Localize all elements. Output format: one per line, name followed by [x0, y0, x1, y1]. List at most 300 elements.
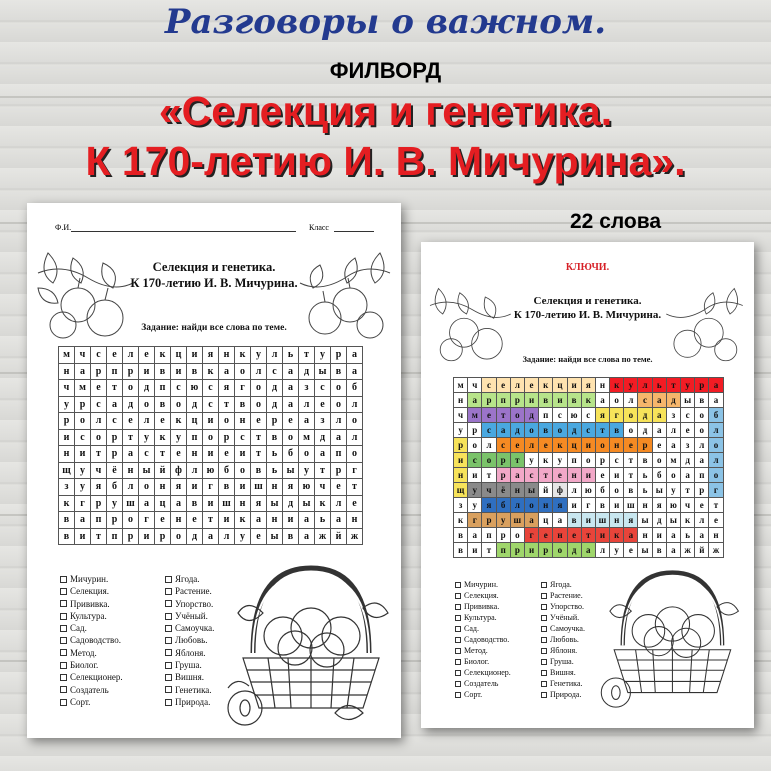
grid-cell: и [187, 479, 203, 496]
grid-cell: а [347, 347, 363, 364]
word-list-label: Самоучка. [175, 623, 215, 634]
grid-cell: о [667, 468, 681, 483]
grid-cell: п [568, 453, 582, 468]
grid-cell: е [251, 413, 267, 430]
grid-cell: е [525, 378, 539, 393]
grid-cell: у [75, 463, 91, 480]
grid-cell: р [497, 468, 511, 483]
grid-cell: ё [497, 483, 511, 498]
grid-cell: о [139, 397, 155, 414]
grid-cell: д [267, 380, 283, 397]
grid-cell: к [315, 496, 331, 513]
grid-cell: д [681, 453, 695, 468]
grid-cell: а [171, 496, 187, 513]
grid-cell: с [171, 380, 187, 397]
grid-cell: т [497, 408, 511, 423]
grid-cell: л [638, 378, 652, 393]
grid-cell: н [155, 479, 171, 496]
grid-cell: н [347, 512, 363, 529]
grid-cell: ж [347, 529, 363, 546]
grid-cell: е [155, 512, 171, 529]
grid-cell: е [123, 413, 139, 430]
grid-cell: я [482, 498, 496, 513]
grid-cell: о [553, 543, 567, 558]
grid-cell: г [709, 483, 723, 498]
word-list-item [541, 678, 585, 689]
grid-cell: к [155, 430, 171, 447]
grid-cell: у [315, 347, 331, 364]
grid-cell: м [59, 347, 75, 364]
grid-cell: в [653, 543, 667, 558]
grid-cell: ь [653, 378, 667, 393]
word-list-label: Самоучка. [550, 624, 585, 633]
grid-cell: и [582, 513, 596, 528]
grid-cell: ь [267, 463, 283, 480]
word-list-item [165, 659, 214, 671]
checkbox-icon [455, 659, 461, 665]
word-list-label: Мичурин. [464, 580, 498, 589]
grid-cell: л [123, 347, 139, 364]
grid-cell: ю [582, 483, 596, 498]
grid-cell: ш [624, 498, 638, 513]
grid-cell: у [454, 423, 468, 438]
checkbox-icon [541, 582, 547, 588]
grid-cell: и [139, 364, 155, 381]
checkbox-icon [165, 625, 172, 632]
grid-cell: о [482, 453, 496, 468]
word-list-item [455, 601, 511, 612]
grid-cell: о [347, 446, 363, 463]
grid-cell: н [539, 498, 553, 513]
grid-cell: н [219, 347, 235, 364]
grid-cell: а [511, 468, 525, 483]
checkbox-icon [165, 662, 172, 669]
grid-cell: я [283, 479, 299, 496]
grid-cell: в [596, 498, 610, 513]
grid-cell: л [251, 364, 267, 381]
word-list-label: Вишня. [550, 668, 576, 677]
grid-cell: о [525, 423, 539, 438]
grid-cell: т [123, 430, 139, 447]
key-sheet-title [481, 294, 694, 323]
grid-cell: в [155, 397, 171, 414]
grid-cell: ы [638, 513, 652, 528]
grid-cell: е [482, 408, 496, 423]
grid-cell: д [283, 496, 299, 513]
grid-cell: о [331, 380, 347, 397]
word-list-item [455, 623, 511, 634]
grid-cell: т [155, 446, 171, 463]
grid-cell: а [315, 446, 331, 463]
grid-cell: т [624, 453, 638, 468]
answer-key-grid [453, 377, 724, 558]
grid-cell: л [331, 413, 347, 430]
grid-cell: а [468, 528, 482, 543]
sheet-title-line1: Селекция и генетика. [152, 260, 276, 274]
grid-cell: в [568, 393, 582, 408]
word-list-label: Садоводство. [464, 635, 510, 644]
grid-cell: г [235, 380, 251, 397]
word-list-label: Груша. [175, 660, 202, 671]
grid-cell: р [695, 378, 709, 393]
word-list-label: Метод. [70, 647, 97, 658]
grid-cell: д [638, 423, 652, 438]
grid-cell: н [59, 364, 75, 381]
checkbox-icon [60, 588, 67, 595]
checkbox-icon [541, 637, 547, 643]
grid-cell: в [638, 453, 652, 468]
grid-cell: ю [568, 408, 582, 423]
grid-cell: е [568, 528, 582, 543]
checkbox-icon [165, 576, 172, 583]
grid-cell: т [347, 479, 363, 496]
grid-cell: з [667, 408, 681, 423]
grid-cell: у [667, 483, 681, 498]
checkbox-icon [165, 613, 172, 620]
grid-cell: ч [681, 498, 695, 513]
grid-cell: р [638, 438, 652, 453]
grid-cell: о [695, 408, 709, 423]
grid-cell: в [59, 512, 75, 529]
grid-cell: м [454, 378, 468, 393]
checkbox-icon [165, 637, 172, 644]
grid-cell: ь [681, 528, 695, 543]
grid-cell: к [235, 347, 251, 364]
word-list-item [60, 598, 123, 610]
grid-cell: д [187, 529, 203, 546]
key-sheet-title-line1: Селекция и генетика. [533, 295, 642, 307]
grid-cell: с [497, 438, 511, 453]
grid-cell: т [299, 347, 315, 364]
checkbox-icon [455, 637, 461, 643]
grid-cell: е [171, 446, 187, 463]
checkbox-icon [60, 576, 67, 583]
grid-cell: з [299, 380, 315, 397]
grid-cell: и [203, 496, 219, 513]
grid-cell: в [251, 463, 267, 480]
grid-cell: ы [638, 543, 652, 558]
grid-cell: е [347, 496, 363, 513]
grid-cell: н [638, 498, 652, 513]
word-list-label: Яблоня. [175, 647, 206, 658]
grid-cell: ц [171, 347, 187, 364]
grid-cell: л [331, 496, 347, 513]
grid-cell: а [667, 438, 681, 453]
word-list-label: Мичурин. [70, 574, 109, 584]
grid-cell: д [511, 423, 525, 438]
grid-cell: у [59, 397, 75, 414]
grid-cell: н [454, 468, 468, 483]
word-list-item [455, 579, 511, 590]
grid-cell: д [139, 380, 155, 397]
grid-cell: ы [299, 496, 315, 513]
grid-cell: т [709, 498, 723, 513]
grid-cell: о [511, 408, 525, 423]
grid-cell: с [315, 380, 331, 397]
grid-cell: и [283, 512, 299, 529]
word-list-item [541, 623, 585, 634]
word-list-item [541, 656, 585, 667]
checkbox-icon [60, 600, 67, 607]
grid-cell: а [681, 468, 695, 483]
grid-cell: и [187, 347, 203, 364]
word-list-item [60, 647, 123, 659]
checkbox-icon [165, 674, 172, 681]
grid-cell: и [171, 364, 187, 381]
grid-cell: и [525, 543, 539, 558]
grid-cell: щ [59, 463, 75, 480]
checkbox-icon [541, 615, 547, 621]
word-list-item [455, 667, 511, 678]
grid-cell: в [331, 364, 347, 381]
grid-cell: в [568, 513, 582, 528]
word-list-item [60, 659, 123, 671]
grid-cell: у [610, 543, 624, 558]
grid-cell: с [91, 397, 107, 414]
grid-cell: у [235, 529, 251, 546]
checkbox-icon [60, 699, 67, 706]
grid-cell: а [525, 513, 539, 528]
grid-cell: н [553, 528, 567, 543]
grid-cell: у [553, 453, 567, 468]
grid-cell: в [454, 528, 468, 543]
grid-cell: я [553, 498, 567, 513]
word-list-label: Садоводство. [70, 635, 121, 646]
grid-cell: к [610, 528, 624, 543]
grid-cell: а [553, 513, 567, 528]
grid-cell: ы [267, 496, 283, 513]
grid-cell: е [539, 528, 553, 543]
grid-cell: ц [155, 496, 171, 513]
grid-cell: ш [511, 513, 525, 528]
word-list-label: Ягода. [550, 580, 572, 589]
word-list-label: Любовь. [175, 635, 208, 646]
grid-cell: ы [681, 393, 695, 408]
grid-cell: б [497, 498, 511, 513]
word-list-item [60, 610, 123, 622]
grid-cell: г [582, 498, 596, 513]
grid-cell: б [283, 446, 299, 463]
grid-cell: н [235, 496, 251, 513]
fio-line [71, 231, 296, 232]
grid-cell: с [203, 380, 219, 397]
grid-cell: й [695, 543, 709, 558]
class-label: Класс [309, 223, 329, 232]
grid-cell: н [235, 413, 251, 430]
banner-subtitle: Разговоры о важном. [164, 2, 607, 42]
word-list-item [455, 689, 511, 700]
grid-cell: т [539, 468, 553, 483]
word-list-item [60, 634, 123, 646]
grid-cell: о [525, 498, 539, 513]
grid-cell: у [681, 378, 695, 393]
sheet-title [87, 259, 341, 292]
grid-cell: ч [454, 408, 468, 423]
checkbox-icon [60, 674, 67, 681]
grid-cell: л [525, 438, 539, 453]
grid-cell: и [139, 529, 155, 546]
grid-cell: о [653, 453, 667, 468]
grid-cell: и [582, 468, 596, 483]
word-list-item [165, 622, 214, 634]
grid-cell: у [251, 347, 267, 364]
word-search-grid [58, 346, 363, 545]
grid-cell: л [596, 543, 610, 558]
grid-cell: д [299, 364, 315, 381]
word-list-item [165, 634, 214, 646]
grid-cell: ч [482, 483, 496, 498]
grid-cell: л [624, 393, 638, 408]
grid-cell: к [539, 453, 553, 468]
word-list-label: Учёный. [175, 610, 208, 621]
grid-cell: р [123, 364, 139, 381]
grid-cell: е [653, 438, 667, 453]
grid-cell: е [331, 479, 347, 496]
worksheet-page [27, 203, 401, 738]
grid-cell: у [75, 479, 91, 496]
grid-cell: г [347, 463, 363, 480]
grid-cell: е [681, 423, 695, 438]
word-list-label: Селекционер. [70, 672, 123, 683]
grid-cell: п [497, 393, 511, 408]
grid-cell: о [582, 453, 596, 468]
grid-cell: о [123, 380, 139, 397]
grid-cell: г [468, 513, 482, 528]
word-list-label: Сорт. [70, 696, 91, 707]
grid-cell: н [568, 468, 582, 483]
grid-cell: б [347, 380, 363, 397]
grid-cell: и [468, 543, 482, 558]
word-list-item [60, 585, 123, 597]
grid-cell: т [596, 423, 610, 438]
word-list-label: Селекция. [70, 586, 109, 597]
grid-cell: о [610, 483, 624, 498]
grid-cell: и [553, 393, 567, 408]
grid-cell: ь [315, 512, 331, 529]
grid-cell: б [219, 463, 235, 480]
grid-cell: д [667, 393, 681, 408]
grid-cell: и [454, 453, 468, 468]
grid-cell: д [123, 397, 139, 414]
word-list-label: Яблоня. [550, 646, 578, 655]
grid-cell: е [315, 397, 331, 414]
grid-cell: с [482, 423, 496, 438]
grid-cell: в [235, 397, 251, 414]
word-list-label: Генетика. [175, 684, 212, 695]
word-list-label: Природа. [175, 696, 211, 707]
grid-cell: з [315, 413, 331, 430]
grid-cell: л [511, 498, 525, 513]
grid-cell: б [596, 483, 610, 498]
grid-cell: т [251, 446, 267, 463]
grid-cell: л [482, 438, 496, 453]
grid-cell: и [235, 446, 251, 463]
grid-cell: п [482, 528, 496, 543]
grid-cell: о [596, 438, 610, 453]
checkbox-icon [541, 626, 547, 632]
checkbox-icon [60, 686, 67, 693]
grid-cell: о [709, 438, 723, 453]
grid-cell: ю [203, 463, 219, 480]
word-list-item [541, 601, 585, 612]
grid-cell: р [331, 347, 347, 364]
grid-cell: а [139, 496, 155, 513]
grid-cell: р [91, 496, 107, 513]
checkbox-icon [541, 681, 547, 687]
checkbox-icon [541, 670, 547, 676]
grid-cell: а [203, 529, 219, 546]
grid-cell: н [123, 463, 139, 480]
checkbox-icon [455, 692, 461, 698]
checkbox-icon [455, 626, 461, 632]
word-list-item [541, 645, 585, 656]
word-list-label: Биолог. [70, 660, 99, 671]
grid-cell: о [624, 408, 638, 423]
word-list-label: Прививка. [464, 602, 500, 611]
grid-cell: л [695, 438, 709, 453]
checkbox-icon [60, 625, 67, 632]
grid-cell: ц [568, 438, 582, 453]
word-list-label: Природа. [550, 690, 582, 699]
grid-cell: б [709, 408, 723, 423]
grid-cell: р [59, 413, 75, 430]
grid-cell: о [347, 413, 363, 430]
grid-cell: г [75, 496, 91, 513]
word-list-item [165, 598, 214, 610]
grid-cell: в [624, 483, 638, 498]
grid-cell: д [568, 423, 582, 438]
grid-cell: с [610, 453, 624, 468]
grid-cell: р [107, 446, 123, 463]
grid-cell: т [107, 380, 123, 397]
grid-cell: и [525, 393, 539, 408]
grid-cell: е [539, 438, 553, 453]
checkbox-icon [165, 699, 172, 706]
grid-cell: я [653, 498, 667, 513]
grid-cell: д [525, 408, 539, 423]
word-list-label: Биолог. [464, 657, 490, 666]
checkbox-icon [60, 662, 67, 669]
grid-cell: е [283, 413, 299, 430]
banner-title-line1: «Селекция и генетика. [158, 88, 613, 134]
grid-cell: о [331, 397, 347, 414]
grid-cell: р [511, 393, 525, 408]
word-list-item [541, 689, 585, 700]
grid-cell: у [468, 483, 482, 498]
word-list-label: Любовь. [550, 635, 579, 644]
grid-cell: м [299, 430, 315, 447]
apple-basket-illustration [223, 558, 398, 733]
word-list-item [60, 696, 123, 708]
grid-cell: р [91, 364, 107, 381]
grid-cell: л [123, 479, 139, 496]
grid-cell: п [497, 543, 511, 558]
grid-cell: р [331, 463, 347, 480]
checkbox-icon [165, 686, 172, 693]
grid-cell: и [596, 528, 610, 543]
grid-cell: ш [123, 496, 139, 513]
grid-cell: е [139, 347, 155, 364]
grid-cell: и [235, 479, 251, 496]
grid-cell: ц [553, 378, 567, 393]
grid-cell: л [347, 430, 363, 447]
grid-cell: м [667, 453, 681, 468]
word-count-label: 22 слова [570, 210, 662, 233]
grid-cell: д [187, 397, 203, 414]
grid-cell: л [667, 423, 681, 438]
word-list-label: Упорство. [550, 602, 585, 611]
grid-cell: у [525, 453, 539, 468]
